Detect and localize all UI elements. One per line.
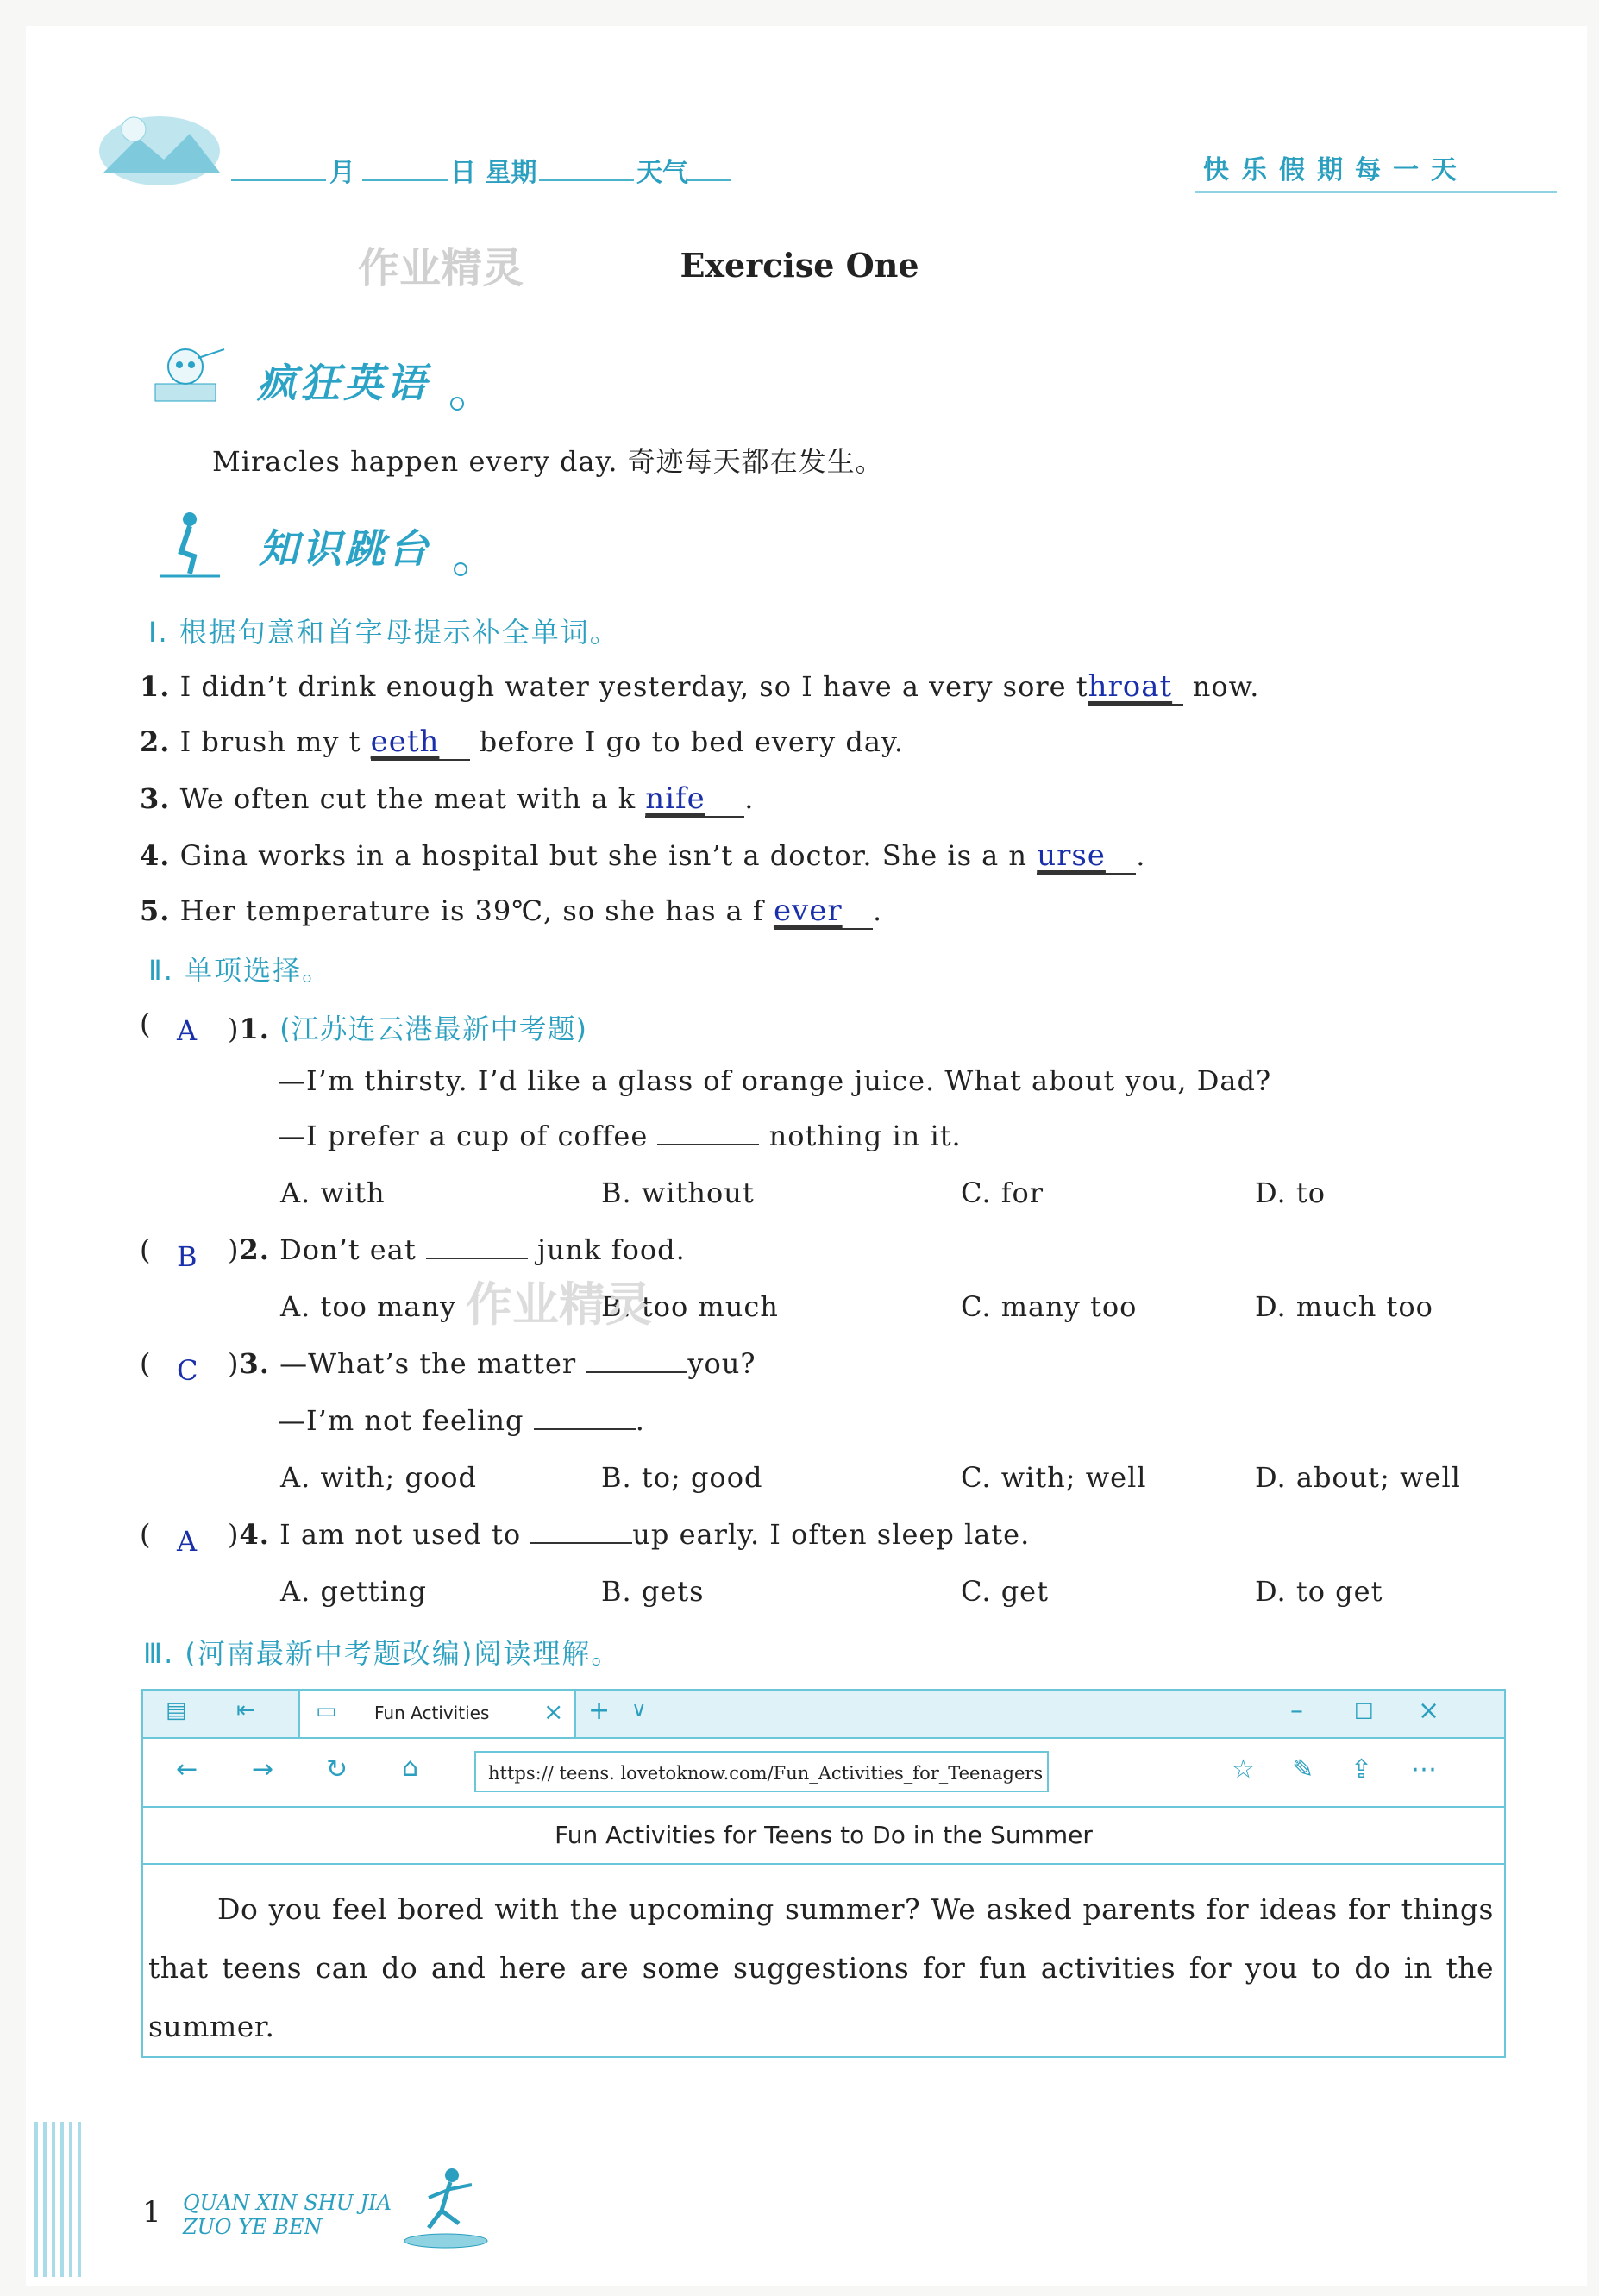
section-heading-crazy-english: 疯狂英语: [257, 360, 430, 406]
question-1-stem: )1. (江苏连云港最新中考题): [228, 1013, 588, 1045]
surfer-icon: [398, 2163, 493, 2258]
question-4-stem: )4. I am not used to up early. I often sleep late.: [228, 1518, 1031, 1551]
answer-blank[interactable]: ever: [774, 894, 873, 930]
fill-item-4: [140, 838, 1145, 875]
page-icon: ▭: [316, 1698, 337, 1724]
option-a[interactable]: A. too many: [280, 1290, 457, 1323]
fill-item-2: [140, 725, 904, 761]
item-text: I brush my t: [179, 725, 361, 758]
stem-text: I am not used to: [279, 1518, 522, 1551]
option-a[interactable]: A. with; good: [280, 1461, 477, 1494]
day-blank[interactable]: [362, 179, 448, 181]
answer-blank[interactable]: urse: [1037, 838, 1136, 875]
item-text-after: now.: [1182, 670, 1260, 703]
share-icon[interactable]: ⇪: [1351, 1754, 1373, 1785]
question-source: (江苏连云港最新中考题): [279, 1013, 588, 1045]
option-b[interactable]: B. to; good: [601, 1461, 763, 1494]
owl-book-icon: [147, 341, 229, 410]
stem-text: —What’s the matter: [279, 1347, 577, 1380]
choice-answer[interactable]: C: [177, 1354, 198, 1387]
answer-blank[interactable]: [586, 1347, 687, 1373]
new-tab-icon[interactable]: +: [588, 1696, 611, 1726]
answer-paren-open: (: [140, 1233, 152, 1266]
tab-title: Fun Activities: [374, 1703, 490, 1723]
item-text-after: before I go to bed every day.: [469, 725, 904, 758]
close-tab-icon[interactable]: ×: [543, 1697, 564, 1726]
option-c[interactable]: C. get: [961, 1575, 1049, 1608]
tab-bar: [143, 1691, 1504, 1739]
item-number: 2.: [140, 725, 171, 758]
dialog-line: [278, 1120, 962, 1152]
question-number: 1.: [239, 1013, 270, 1045]
answer-blank[interactable]: [657, 1120, 759, 1145]
item-text: Gina works in a hospital but she isn’t a doctor. She is a n: [179, 839, 1028, 872]
answer-paren-open: (: [140, 1518, 152, 1551]
slogan: 快乐假期每一天: [1203, 155, 1469, 185]
dialog-text-after: nothing in it.: [768, 1120, 962, 1152]
option-d[interactable]: D. about; well: [1255, 1461, 1461, 1494]
landscape-logo-icon: [95, 104, 224, 190]
dialog-text-after: .: [635, 1404, 645, 1437]
fill-item-5: [140, 894, 882, 930]
answer-blank[interactable]: [534, 1404, 636, 1430]
option-c[interactable]: C. with; well: [961, 1461, 1147, 1494]
weekday-label: 日 星期: [450, 158, 537, 188]
close-window-icon[interactable]: ×: [1418, 1696, 1440, 1726]
question-number: 2.: [239, 1233, 270, 1266]
fill-item-1: [140, 669, 1259, 706]
item-text-after: .: [744, 782, 755, 815]
option-c[interactable]: C. for: [961, 1176, 1044, 1209]
question-2-stem: )2. Don’t eat junk food.: [228, 1233, 686, 1266]
option-b[interactable]: B. without: [601, 1176, 755, 1209]
navigation-bar: [143, 1739, 1504, 1808]
section-heading-knowledge: 知识跳台: [259, 525, 431, 572]
item-text-after: .: [1136, 839, 1146, 872]
choice-answer[interactable]: A: [177, 1525, 198, 1558]
part3-heading: Ⅲ. (河南最新中考题改编)阅读理解。: [143, 1637, 621, 1670]
option-b[interactable]: B. too much: [601, 1290, 779, 1323]
month-label: 月: [329, 158, 355, 188]
address-bar[interactable]: https:// teens. lovetoknow.com/Fun_Activities_for_Teenagers: [474, 1751, 1049, 1792]
motto-text: Miracles happen every day. 奇迹每天都在发生。: [212, 445, 884, 478]
home-icon[interactable]: ⌂: [402, 1753, 419, 1783]
question-3-stem: )3. —What’s the matter you?: [228, 1347, 756, 1380]
diver-icon: [155, 509, 224, 580]
article-title: Fun Activities for Teens to Do in the Summer: [143, 1808, 1504, 1865]
heading-dot: [454, 562, 467, 576]
brand-line-2: ZUO YE BEN: [183, 2215, 323, 2239]
article-paragraph: [148, 1880, 1494, 2056]
paragraph-text: Do you feel bored with the upcoming summer? We asked parents for ideas for things that teens can do and here are some suggestions for fun activities for you to do in the summer.: [148, 1892, 1494, 2043]
answer-paren-open: (: [140, 1007, 152, 1040]
footer-stripes: [34, 2122, 86, 2277]
item-text: Her temperature is 39℃, so she has a f: [179, 894, 764, 927]
maximize-icon[interactable]: □: [1354, 1697, 1374, 1722]
pen-icon[interactable]: ✎: [1292, 1754, 1314, 1785]
question-number: 4.: [239, 1518, 270, 1551]
option-a[interactable]: A. getting: [280, 1575, 427, 1608]
option-b[interactable]: B. gets: [601, 1575, 705, 1608]
item-text: I didn’t drink enough water yesterday, so I have a very sore t: [179, 670, 1088, 703]
choice-answer[interactable]: A: [177, 1014, 198, 1047]
weather-blank[interactable]: [687, 179, 731, 181]
more-icon[interactable]: ⋯: [1411, 1754, 1437, 1785]
minimize-icon[interactable]: –: [1290, 1696, 1303, 1726]
option-c[interactable]: C. many too: [961, 1290, 1138, 1323]
browser-tab[interactable]: [298, 1691, 576, 1737]
watermark: 作业精灵: [466, 1277, 652, 1332]
stem-text-after: junk food.: [537, 1233, 686, 1266]
option-d[interactable]: D. to get: [1255, 1575, 1383, 1608]
stem-text-after: up early. I often sleep late.: [632, 1518, 1031, 1551]
dialog-text: —I prefer a cup of coffee: [278, 1120, 649, 1152]
month-blank[interactable]: [231, 179, 326, 181]
part1-heading: Ⅰ. 根据句意和首字母提示补全单词。: [148, 616, 619, 649]
weather-label: 天气: [636, 158, 688, 188]
item-number: 4.: [140, 839, 171, 872]
page-title: Exercise One: [680, 246, 919, 285]
slogan-underline: [1195, 191, 1557, 193]
stem-text: Don’t eat: [279, 1233, 417, 1266]
item-number: 5.: [140, 894, 171, 927]
footer-brand: [183, 2191, 392, 2239]
refresh-icon[interactable]: ↻: [326, 1754, 348, 1785]
weekday-blank[interactable]: [539, 179, 634, 181]
dialog-line: [278, 1404, 645, 1437]
answer-blank[interactable]: nife: [645, 781, 744, 818]
stem-text-after: you?: [687, 1347, 756, 1380]
answer-blank[interactable]: eeth: [371, 725, 470, 761]
dialog-line: —I’m thirsty. I’d like a glass of orange juice. What about you, Dad?: [278, 1064, 1272, 1097]
answer-blank[interactable]: [426, 1233, 528, 1259]
forward-arrow-icon[interactable]: →: [252, 1754, 274, 1785]
part2-heading: Ⅱ. 单项选择。: [148, 954, 332, 987]
option-d[interactable]: D. much too: [1255, 1290, 1433, 1323]
dialog-text: —I’m not feeling: [278, 1404, 524, 1437]
chevron-down-icon[interactable]: ∨: [631, 1697, 647, 1722]
question-number: 3.: [239, 1347, 270, 1380]
answer-blank[interactable]: hroat: [1088, 669, 1183, 706]
option-d[interactable]: D. to: [1255, 1176, 1326, 1209]
tab-list-icon[interactable]: ▤: [166, 1697, 187, 1723]
favorites-star-icon[interactable]: ☆: [1232, 1754, 1255, 1785]
browser-window: [141, 1689, 1506, 2058]
item-number: 3.: [140, 782, 171, 815]
page-number: 1: [142, 2195, 161, 2230]
option-a[interactable]: A. with: [280, 1176, 386, 1209]
watermark: 作业精灵: [358, 244, 524, 292]
item-number: 1.: [140, 670, 171, 703]
choice-answer[interactable]: B: [177, 1240, 198, 1273]
brand-line-1: QUAN XIN SHU JIA: [183, 2191, 392, 2215]
heading-dot: [450, 397, 464, 411]
answer-blank[interactable]: [530, 1518, 632, 1544]
item-text-after: .: [872, 894, 883, 927]
item-text: We often cut the meat with a k: [179, 782, 636, 815]
back-arrow-icon[interactable]: ←: [176, 1754, 198, 1785]
answer-paren-open: (: [140, 1347, 152, 1380]
fill-item-3: [140, 781, 754, 818]
tab-back-icon[interactable]: ⇤: [236, 1697, 255, 1723]
